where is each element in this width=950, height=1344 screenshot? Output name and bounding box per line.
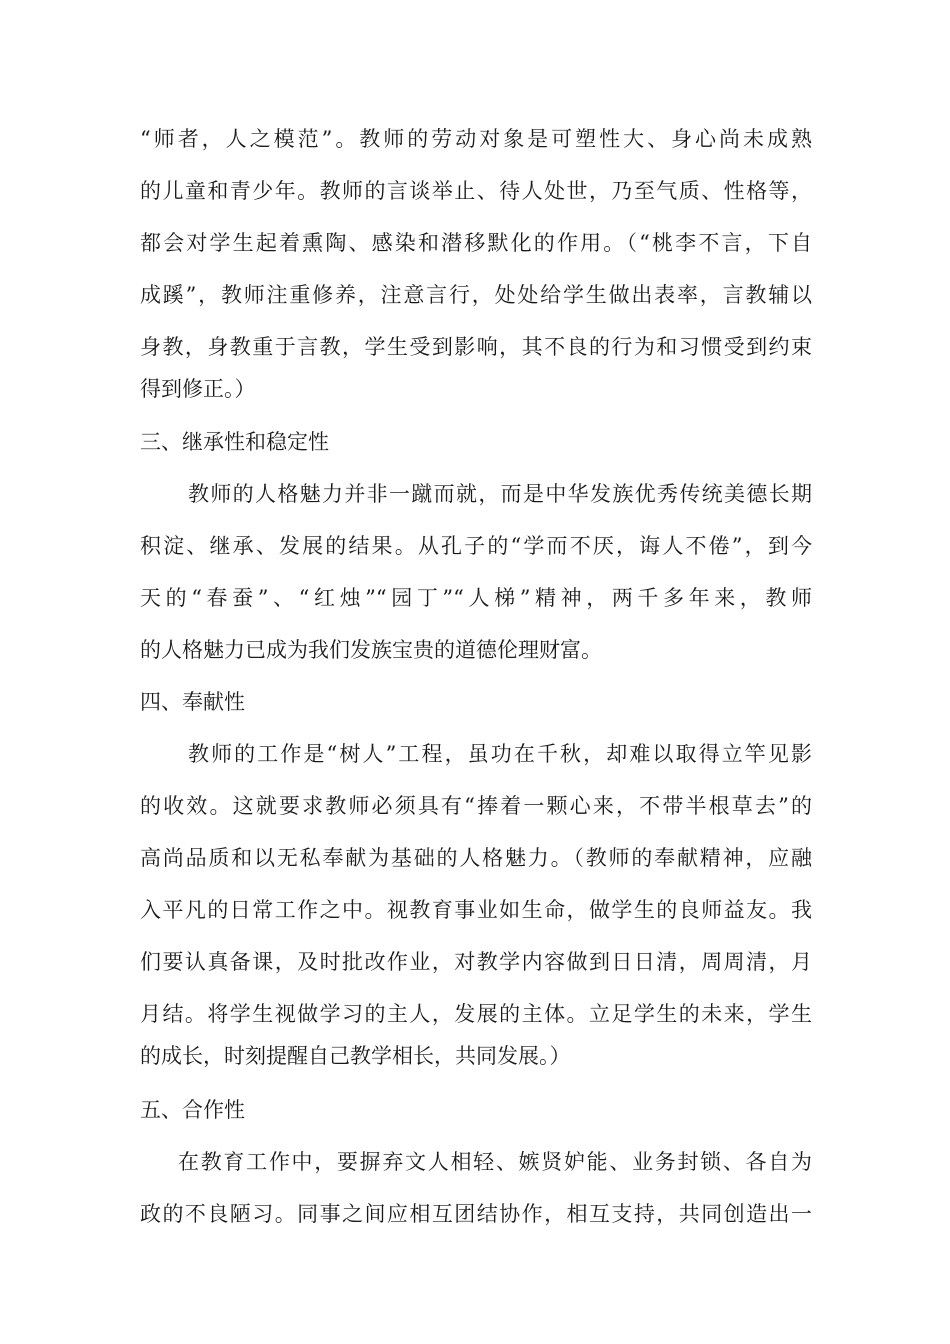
- text-line: 政的不良陋习。同事之间应相互团结协作，相互支持，共同创造出一: [140, 1202, 812, 1226]
- section-heading: 四、奉献性: [140, 690, 245, 714]
- text-line: 得到修正。）: [140, 377, 256, 401]
- text-line: 教师的人格魅力并非一蹴而就，而是中华发族优秀传统美德长期: [188, 482, 812, 506]
- text-line: 的收效。这就要求教师必须具有“捧着一颗心来，不带半根草去”的: [140, 794, 812, 818]
- text-line: 高尚品质和以无私奉献为基础的人格魅力。（教师的奉献精神，应融: [140, 846, 812, 870]
- text-line: 天的“春蚕”、“红烛”“园丁”“人梯”精神，两千多年来，教师: [140, 586, 812, 610]
- text-line: 的人格魅力已成为我们发族宝贵的道德伦理财富。: [140, 638, 602, 662]
- text-line: 的儿童和青少年。教师的言谈举止、待人处世，乃至气质、性格等，: [140, 179, 812, 203]
- text-line: 身教，身教重于言教，学生受到影响，其不良的行为和习惯受到约束: [140, 335, 812, 359]
- section-heading: 五、合作性: [140, 1098, 245, 1122]
- text-line: “师者，人之模范”。教师的劳动对象是可塑性大、身心尚未成熟: [140, 127, 812, 151]
- text-line: 积淀、继承、发展的结果。从孔子的“学而不厌，诲人不倦”，到今: [140, 534, 812, 558]
- text-line: 们要认真备课，及时批改作业，对教学内容做到日日清，周周清，月: [140, 950, 812, 974]
- text-line: 都会对学生起着熏陶、感染和潜移默化的作用。（“桃李不言，下自: [140, 231, 812, 255]
- text-line: 在教育工作中，要摒弃文人相轻、嫉贤妒能、业务封锁、各自为: [178, 1150, 812, 1174]
- text-line: 入平凡的日常工作之中。视教育事业如生命，做学生的良师益友。我: [140, 898, 812, 922]
- text-line: 教师的工作是“树人”工程，虽功在千秋，却难以取得立竿见影: [188, 742, 812, 766]
- section-heading: 三、继承性和稳定性: [140, 430, 329, 454]
- text-line: 月结。将学生视做学习的主人，发展的主体。立足学生的未来，学生: [140, 1002, 812, 1026]
- text-line: 的成长，时刻提醒自己教学相长，共同发展。）: [140, 1044, 571, 1068]
- text-line: 成蹊”，教师注重修养，注意言行，处处给学生做出表率，言教辅以: [140, 283, 812, 307]
